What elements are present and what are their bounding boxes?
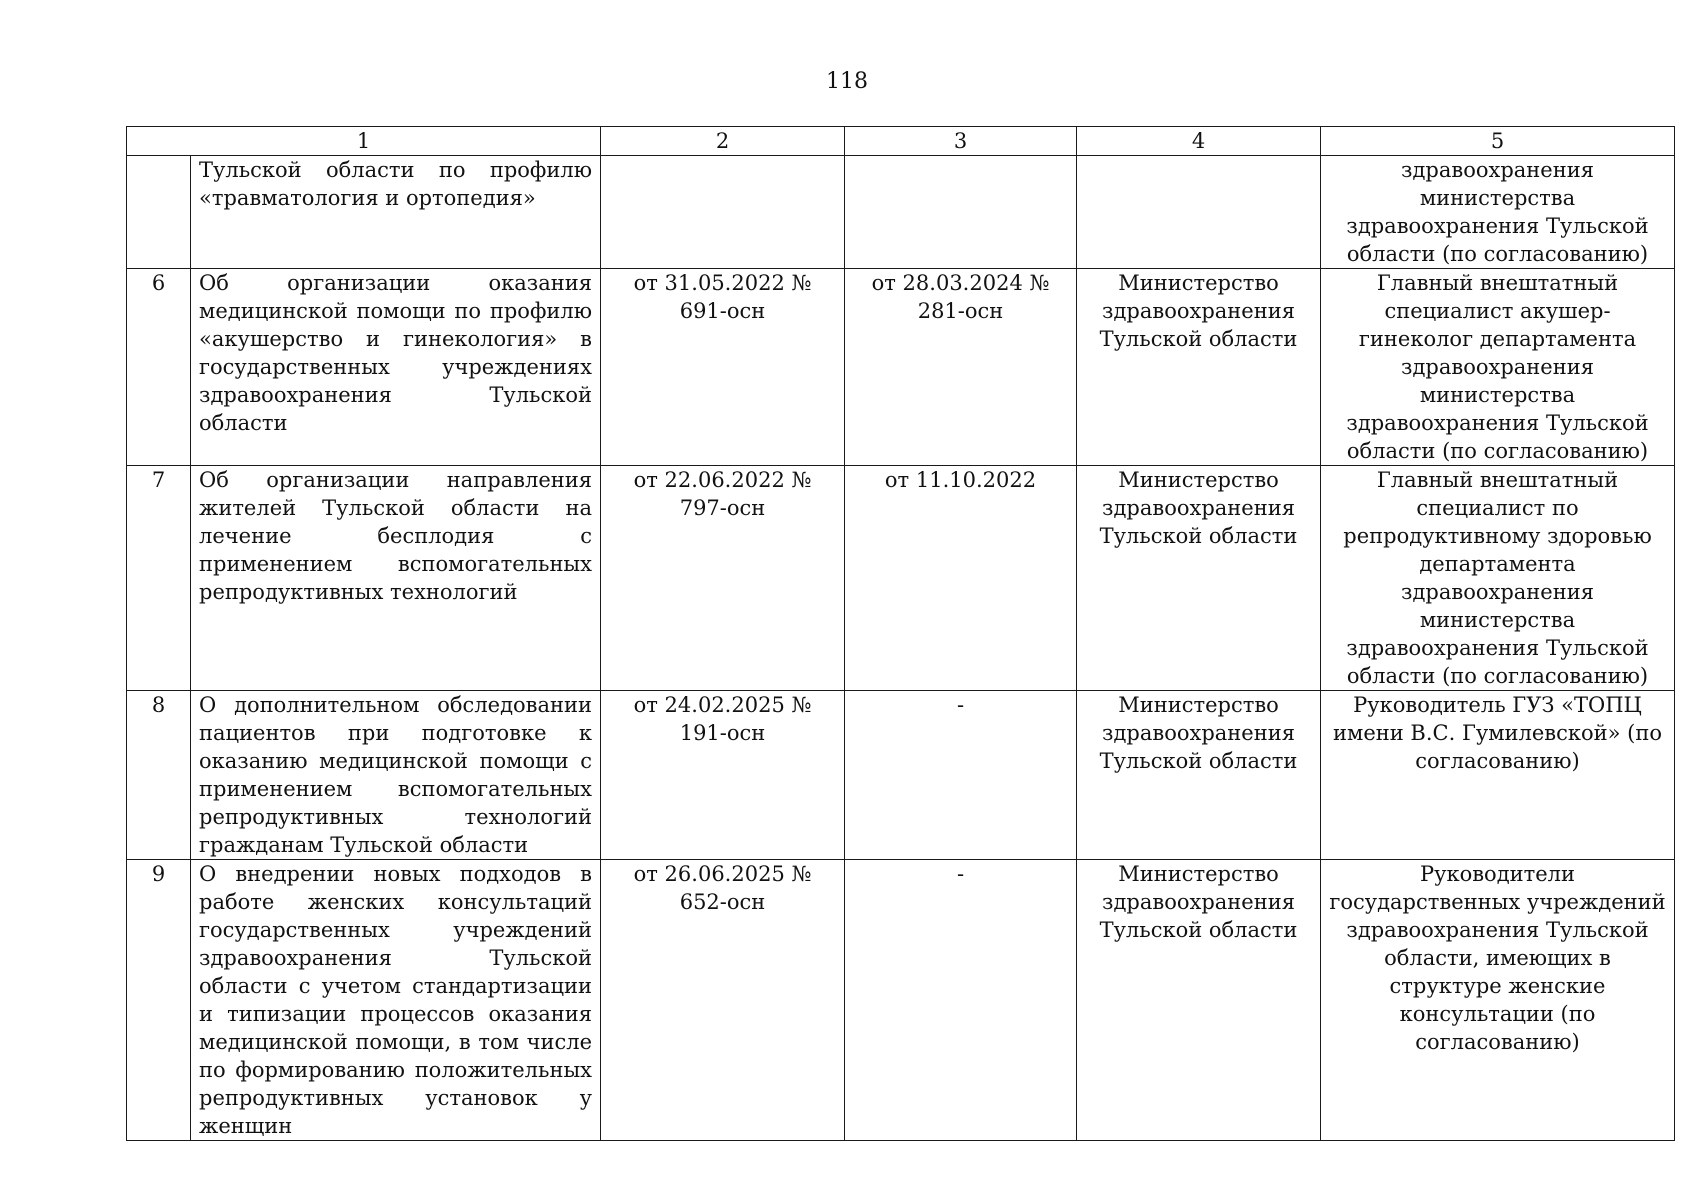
row-amendment-cell: -	[845, 860, 1077, 1141]
row-authority-cell: Министерство здравоохранения Тульской области	[1077, 691, 1321, 860]
row-responsible-cell: Руководители государственных учреждений здравоохранения Тульской области, имеющих в структуре женские консультации (по согласованию)	[1321, 860, 1675, 1141]
table-row	[127, 269, 1675, 466]
row-authority-cell	[1077, 156, 1321, 269]
row-date-cell	[601, 156, 845, 269]
row-number-cell: 9	[127, 860, 191, 1141]
header-col-4: 4	[1077, 127, 1321, 156]
row-responsible-cell: Руководитель ГУЗ «ТОПЦ имени В.С. Гумилевской» (по согласованию)	[1321, 691, 1675, 860]
table-row-continuation	[127, 156, 1675, 269]
row-responsible-cell: здравоохранения министерства здравоохранения Тульской области (по согласованию)	[1321, 156, 1675, 269]
table-row	[127, 466, 1675, 691]
row-date-cell: от 22.06.2022 № 797-осн	[601, 466, 845, 691]
row-authority-cell: Министерство здравоохранения Тульской области	[1077, 860, 1321, 1141]
row-date-cell: от 24.02.2025 № 191-осн	[601, 691, 845, 860]
row-authority-cell: Министерство здравоохранения Тульской области	[1077, 269, 1321, 466]
row-name-cell: Тульской области по профилю «травматология и ортопедия»	[191, 156, 601, 269]
row-name-cell: Об организации оказания медицинской помощи по профилю «акушерство и гинекология» в государственных учреждениях здравоохранения Тульской области	[191, 269, 601, 466]
row-amendment-cell: от 28.03.2024 № 281-осн	[845, 269, 1077, 466]
row-responsible-cell: Главный внештатный специалист по репродуктивному здоровью департамента здравоохранения министерства здравоохранения Тульской области (по согласованию)	[1321, 466, 1675, 691]
row-date-cell: от 26.06.2025 № 652-осн	[601, 860, 845, 1141]
row-amendment-cell	[845, 156, 1077, 269]
row-date-cell: от 31.05.2022 № 691-осн	[601, 269, 845, 466]
page-number: 118	[826, 69, 868, 94]
table-row	[127, 860, 1675, 1141]
header-col-5: 5	[1321, 127, 1675, 156]
row-number-cell: 6	[127, 269, 191, 466]
row-number-cell: 8	[127, 691, 191, 860]
row-amendment-cell: от 11.10.2022	[845, 466, 1077, 691]
header-col-3: 3	[845, 127, 1077, 156]
row-number-cell	[127, 156, 191, 269]
table-header-row	[127, 127, 1675, 156]
row-amendment-cell: -	[845, 691, 1077, 860]
row-name-cell: Об организации направления жителей Тульской области на лечение бесплодия с применением вспомогательных репродуктивных технологий	[191, 466, 601, 691]
row-responsible-cell: Главный внештатный специалист акушер-гинеколог департамента здравоохранения министерства здравоохранения Тульской области (по согласованию)	[1321, 269, 1675, 466]
row-name-cell: О внедрении новых подходов в работе женских консультаций государственных учреждений здравоохранения Тульской области с учетом стандартизации и типизации процессов оказания медицинской помощи, в том числе по формированию положительных репродуктивных установок у женщин	[191, 860, 601, 1141]
header-col-2: 2	[601, 127, 845, 156]
table-row	[127, 691, 1675, 860]
row-authority-cell: Министерство здравоохранения Тульской области	[1077, 466, 1321, 691]
row-number-cell: 7	[127, 466, 191, 691]
document-table	[126, 126, 1675, 1141]
header-col-1: 1	[127, 127, 601, 156]
row-name-cell: О дополнительном обследовании пациентов при подготовке к оказанию медицинской помощи с применением вспомогательных репродуктивных технологий гражданам Тульской области	[191, 691, 601, 860]
